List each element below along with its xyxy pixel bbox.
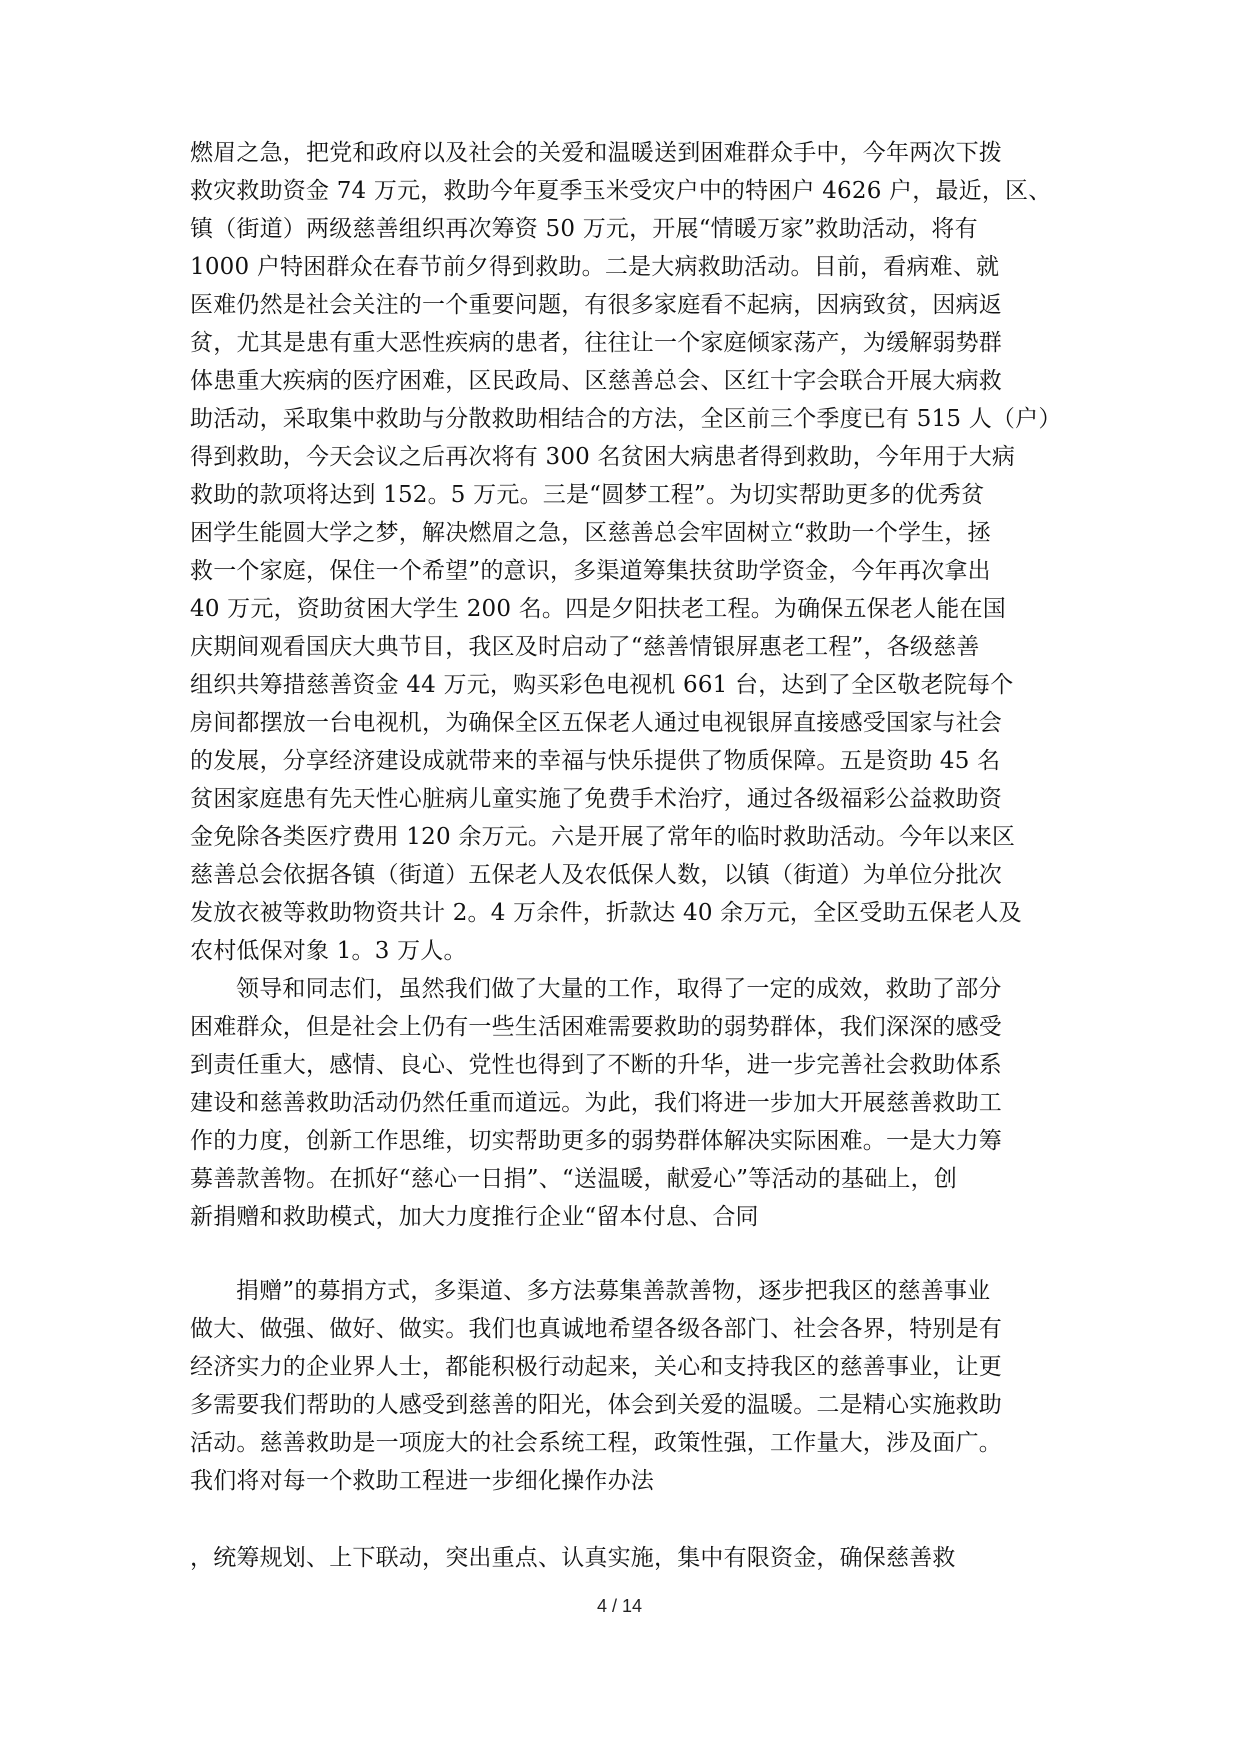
text-line: 得到救助，今天会议之后再次将有 300 名贫困大病患者得到救助，今年用于大病 (190, 444, 1016, 470)
text-line: 慈善总会依据各镇（街道）五保老人及农低保人数，以镇（街道）为单位分批次 (190, 862, 1002, 888)
text-line: 金免除各类医疗费用 120 余万元。六是开展了常年的临时救助活动。今年以来区 (190, 824, 1016, 850)
text-line: 捐赠”的募捐方式，多渠道、多方法募集善款善物，逐步把我区的慈善事业 (236, 1278, 991, 1304)
text-line: 困难群众，但是社会上仍有一些生活困难需要救助的弱势群体，我们深深的感受 (190, 1014, 1002, 1040)
text-line: 多需要我们帮助的人感受到慈善的阳光，体会到关爱的温暖。二是精心实施救助 (190, 1392, 1002, 1418)
text-line: 活动。慈善救助是一项庞大的社会系统工程，政策性强，工作量大，涉及面广。 (190, 1430, 1002, 1456)
text-line: 庆期间观看国庆大典节目，我区及时启动了“慈善情银屏惠老工程”，各级慈善 (190, 634, 980, 660)
text-line: 我们将对每一个救助工程进一步细化操作办法 (190, 1468, 654, 1494)
text-line: 救一个家庭，保住一个希望”的意识，多渠道筹集扶贫助学资金，今年再次拿出 (190, 558, 991, 584)
text-line: 新捐赠和救助模式，加大力度推行企业“留本付息、合同 (190, 1204, 759, 1230)
text-line: 医难仍然是社会关注的一个重要问题，有很多家庭看不起病，因病致贫，因病返 (190, 292, 1002, 318)
text-line: 房间都摆放一台电视机，为确保全区五保老人通过电视银屏直接感受国家与社会 (190, 710, 1002, 736)
text-line: 体患重大疾病的医疗困难，区民政局、区慈善总会、区红十字会联合开展大病救 (190, 368, 1002, 394)
text-line: 建设和慈善救助活动仍然任重而道远。为此，我们将进一步加大开展慈善救助工 (190, 1090, 1002, 1116)
text-line: 40 万元，资助贫困大学生 200 名。四是夕阳扶老工程。为确保五保老人能在国 (190, 596, 1006, 622)
text-line: 的发展，分享经济建设成就带来的幸福与快乐提供了物质保障。五是资助 45 名 (190, 748, 1001, 774)
text-line: 募善款善物。在抓好“慈心一日捐”、“送温暖，献爱心”等活动的基础上，创 (190, 1166, 958, 1192)
text-line: 经济实力的企业界人士，都能积极行动起来，关心和支持我区的慈善事业，让更 (190, 1354, 1002, 1380)
text-line: 做大、做强、做好、做实。我们也真诚地希望各级各部门、社会各界，特别是有 (190, 1316, 1002, 1342)
text-line: 困学生能圆大学之梦，解决燃眉之急，区慈善总会牢固树立“救助一个学生，拯 (190, 520, 991, 546)
text-line: 贫，尤其是患有重大恶性疾病的患者，往往让一个家庭倾家荡产，为缓解弱势群 (190, 330, 1002, 356)
text-line: 1000 户特困群众在春节前夕得到救助。二是大病救助活动。目前，看病难、就 (190, 254, 1000, 280)
page-number: 4 / 14 (596, 1596, 643, 1616)
text-line: 到责任重大，感情、良心、党性也得到了不断的升华，进一步完善社会救助体系 (190, 1052, 1002, 1078)
text-line: ，统筹规划、上下联动，突出重点、认真实施，集中有限资金，确保慈善救 (190, 1545, 956, 1571)
text-line: 领导和同志们，虽然我们做了大量的工作，取得了一定的成效，救助了部分 (236, 976, 1002, 1002)
text-line: 组织共筹措慈善资金 44 万元，购买彩色电视机 661 台，达到了全区敬老院每个 (190, 672, 1014, 698)
text-line: 贫困家庭患有先天性心脏病儿童实施了免费手术治疗，通过各级福彩公益救助资 (190, 786, 1002, 812)
text-line: 作的力度，创新工作思维，切实帮助更多的弱势群体解决实际困难。一是大力筹 (190, 1128, 1002, 1154)
text-line: 燃眉之急，把党和政府以及社会的关爱和温暖送到困难群众手中，今年两次下拨 (190, 140, 1002, 166)
text-line: 救灾救助资金 74 万元，救助今年夏季玉米受灾户中的特困户 4626 户，最近，区、 (190, 178, 1052, 204)
text-line: 救助的款项将达到 152。5 万元。三是“圆梦工程”。为切实帮助更多的优秀贫 (190, 482, 985, 508)
text-line: 农村低保对象 1。3 万人。 (190, 938, 467, 964)
text-line: 助活动，采取集中救助与分散救助相结合的方法，全区前三个季度已有 515 人（户） (190, 406, 1062, 432)
text-line: 发放衣被等救助物资共计 2。4 万余件，折款达 40 余万元，全区受助五保老人及 (190, 900, 1022, 926)
text-line: 镇（街道）两级慈善组织再次筹资 50 万元，开展“情暖万家”救助活动，将有 (190, 216, 978, 242)
